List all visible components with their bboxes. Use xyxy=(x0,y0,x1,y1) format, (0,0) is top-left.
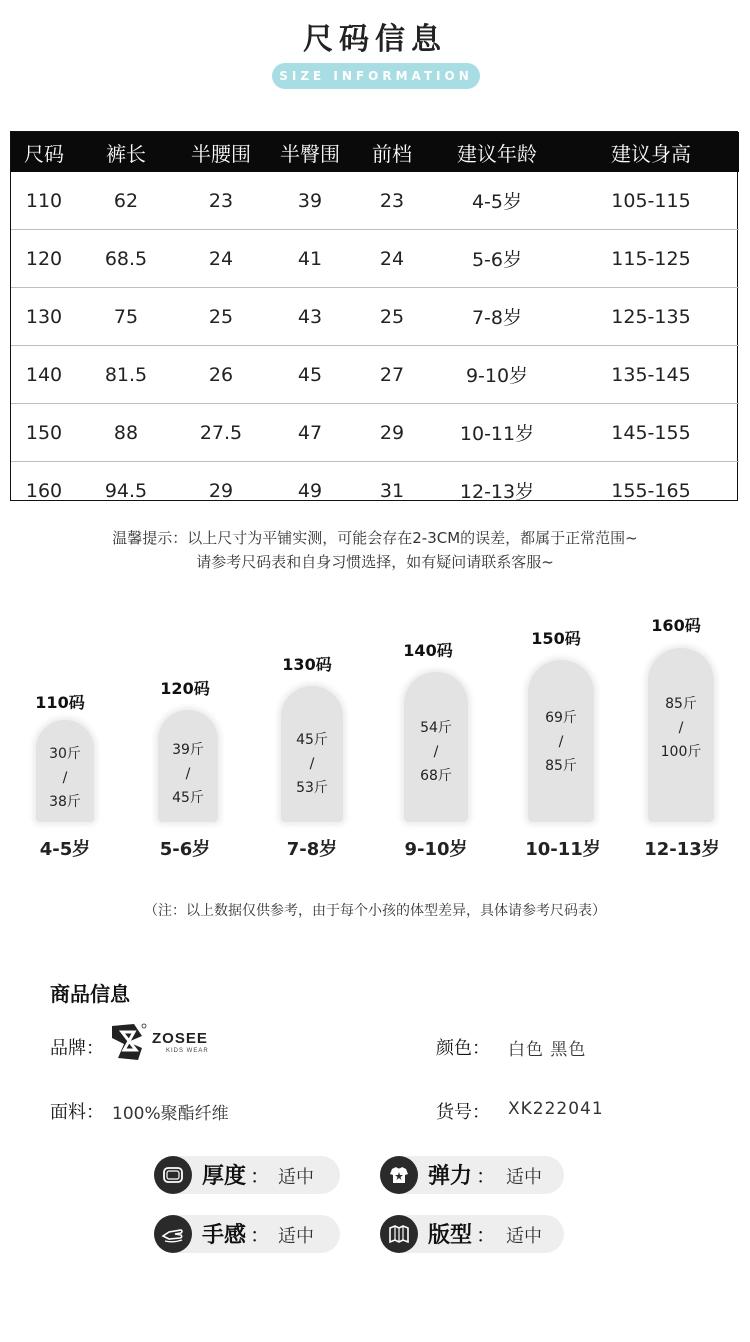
table-cell: 94.5 xyxy=(104,479,148,502)
figure-weight-max: 45斤 xyxy=(172,790,204,806)
figure-weight-min: 39斤 xyxy=(172,742,204,758)
table-cell: 23 xyxy=(175,172,267,230)
table-cell: 75 xyxy=(77,288,175,346)
figure-silhouette xyxy=(528,660,594,822)
notice-line-1: 温馨提示：以上尺寸为平铺实测，可能会存在2-3CM的误差，都属于正常范围~ xyxy=(112,529,638,547)
figure-weight-min: 45斤 xyxy=(296,732,328,748)
figure-size-label: 150码 xyxy=(531,629,581,648)
table-cell: 7-8岁 xyxy=(431,288,563,346)
figure-silhouette xyxy=(404,672,468,822)
figure-weight-min: 85斤 xyxy=(665,696,697,712)
table-cell: 39 xyxy=(267,172,353,230)
figure-separator: / xyxy=(433,744,439,760)
brand-logo xyxy=(108,1022,218,1062)
figure-weight-max: 53斤 xyxy=(296,780,328,796)
color-value: 白色 黑色 xyxy=(508,1040,587,1060)
table-cell: 26 xyxy=(175,346,267,404)
table-cell: 110 xyxy=(11,172,77,230)
table-cell: 24 xyxy=(175,230,267,288)
figure-age: 5-6岁 xyxy=(159,839,211,860)
figure-separator: / xyxy=(558,734,564,750)
figure-age: 7-8岁 xyxy=(286,839,338,860)
page-title: 尺码信息 xyxy=(303,22,447,57)
figure-weight-max: 68斤 xyxy=(420,768,452,784)
table-cell: 47 xyxy=(267,404,353,462)
column-header: 建议年龄 xyxy=(457,141,537,166)
figure-age: 4-5岁 xyxy=(39,839,91,860)
table-cell: 41 xyxy=(267,230,353,288)
table-cell: 155-165 xyxy=(611,479,691,502)
table-row xyxy=(11,230,739,288)
attribute-label: 弹力 xyxy=(428,1164,473,1189)
attribute-colon: ： xyxy=(250,1164,270,1188)
table-cell: 27.5 xyxy=(175,404,267,462)
notice-line-2: 请参考尺码表和自身习惯选择，如有疑问请联系客服~ xyxy=(196,553,554,571)
table-row xyxy=(11,172,739,230)
zosee-logo-icon xyxy=(108,1022,148,1062)
column-header: 裤长 xyxy=(106,141,146,166)
table-cell: 29 xyxy=(208,479,234,502)
figure-separator: / xyxy=(309,756,315,772)
figure-weight-max: 85斤 xyxy=(545,758,577,774)
table-cell: 27 xyxy=(353,346,431,404)
figure-size-label: 120码 xyxy=(160,679,210,698)
figure-silhouette xyxy=(158,710,218,822)
attribute-colon: ： xyxy=(476,1223,496,1247)
table-cell: 9-10岁 xyxy=(431,346,563,404)
table-cell: 160 xyxy=(25,479,63,502)
figure-separator: / xyxy=(678,720,684,736)
figure-age: 10-11岁 xyxy=(525,839,601,860)
material-label: 面料： xyxy=(50,1102,104,1123)
table-cell: 49 xyxy=(297,479,323,502)
elasticity-icon xyxy=(380,1156,418,1194)
column-header: 尺码 xyxy=(24,141,64,166)
figure-silhouette xyxy=(36,720,94,822)
column-header: 建议身高 xyxy=(611,141,691,166)
brand-label: 品牌： xyxy=(50,1038,104,1059)
attribute-value: 适中 xyxy=(278,1167,314,1188)
attribute-label: 版型 xyxy=(428,1223,473,1248)
table-row xyxy=(11,404,739,462)
column-header: 前档 xyxy=(372,141,412,166)
table-cell: 68.5 xyxy=(77,230,175,288)
attribute-label: 手感 xyxy=(202,1223,247,1248)
thickness-icon xyxy=(154,1156,192,1194)
table-cell: 130 xyxy=(11,288,77,346)
attribute-colon: ： xyxy=(476,1164,496,1188)
table-cell: 12-13岁 xyxy=(459,481,535,503)
product-info-title: 商品信息 xyxy=(50,982,130,1006)
table-cell: 115-125 xyxy=(563,230,739,288)
table-cell: 29 xyxy=(353,404,431,462)
sku-label: 货号： xyxy=(436,1102,490,1123)
attribute-value: 适中 xyxy=(506,1226,542,1247)
footnote: （注：以上数据仅供参考，由于每个小孩的体型差异，具体请参考尺码表） xyxy=(144,903,606,919)
column-header: 半腰围 xyxy=(191,141,251,166)
figure-size-label: 160码 xyxy=(651,616,701,635)
figure-separator: / xyxy=(62,770,68,786)
attribute-value: 适中 xyxy=(278,1226,314,1247)
table-cell: 25 xyxy=(353,288,431,346)
material-value: 100%聚酯纤维 xyxy=(112,1104,229,1124)
attribute-elasticity xyxy=(380,1156,564,1194)
figure-separator: / xyxy=(185,766,191,782)
figure-weight-min: 30斤 xyxy=(49,746,81,762)
table-cell: 125-135 xyxy=(563,288,739,346)
table-cell: 88 xyxy=(77,404,175,462)
table-cell: 10-11岁 xyxy=(431,404,563,462)
table-cell: 4-5岁 xyxy=(431,172,563,230)
table-header-row xyxy=(11,132,739,172)
figure-age: 9-10岁 xyxy=(404,839,468,860)
attribute-label: 厚度 xyxy=(202,1164,247,1189)
table-cell: 45 xyxy=(267,346,353,404)
figure-size-label: 110码 xyxy=(35,693,85,712)
table-cell: 140 xyxy=(11,346,77,404)
brand-name: ZOSEE xyxy=(152,1030,208,1047)
attribute-colon: ： xyxy=(250,1223,270,1247)
table-cell: 105-115 xyxy=(563,172,739,230)
table-cell: 24 xyxy=(353,230,431,288)
attribute-value: 适中 xyxy=(506,1167,542,1188)
sku-value: XK222041 xyxy=(508,1099,604,1119)
table-row xyxy=(11,346,739,404)
figure-weight-min: 54斤 xyxy=(420,720,452,736)
table-row xyxy=(11,288,739,346)
figure-weight-max: 38斤 xyxy=(49,794,81,810)
column-header: 半臀围 xyxy=(280,141,340,166)
figure-size-label: 130码 xyxy=(282,655,332,674)
figure-silhouette xyxy=(281,686,343,822)
subtitle-badge: SIZE INFORMATION xyxy=(272,63,480,89)
table-cell: 150 xyxy=(11,404,77,462)
table-cell: 25 xyxy=(175,288,267,346)
fit-icon xyxy=(380,1215,418,1253)
table-cell: 5-6岁 xyxy=(431,230,563,288)
brand-subtitle: KIDS WEAR xyxy=(166,1048,209,1054)
attribute-hand-feel xyxy=(154,1215,340,1253)
table-cell: 145-155 xyxy=(563,404,739,462)
figure-silhouette xyxy=(648,648,714,822)
figure-age: 12-13岁 xyxy=(644,839,720,860)
color-label: 颜色： xyxy=(436,1038,490,1059)
table-cell: 31 xyxy=(379,479,405,502)
table-cell: 62 xyxy=(77,172,175,230)
table-cell: 43 xyxy=(267,288,353,346)
table-cell: 120 xyxy=(11,230,77,288)
table-cell: 81.5 xyxy=(77,346,175,404)
attribute-thickness xyxy=(154,1156,340,1194)
table-row xyxy=(11,462,739,520)
table-cell: 135-145 xyxy=(563,346,739,404)
figure-weight-max: 100斤 xyxy=(660,744,702,760)
attribute-fit xyxy=(380,1215,564,1253)
size-table xyxy=(10,131,738,501)
figure-weight-min: 69斤 xyxy=(545,710,577,726)
figure-size-label: 140码 xyxy=(403,641,453,660)
hand-feel-icon xyxy=(154,1215,192,1253)
table-cell: 23 xyxy=(353,172,431,230)
